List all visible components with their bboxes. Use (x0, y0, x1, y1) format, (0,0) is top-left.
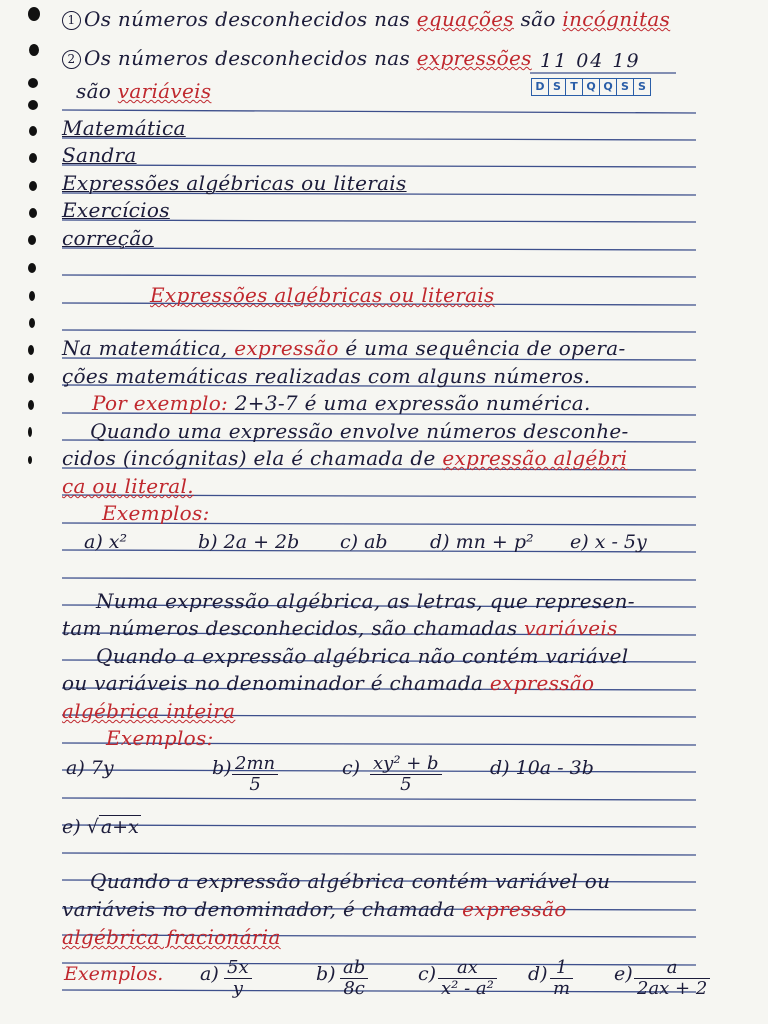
fraction-denominator: 5 (249, 774, 261, 795)
item-1-text: Os números desconhecidos nas (84, 7, 417, 31)
para2-line-2 (62, 615, 712, 641)
example-3c-fraction (438, 958, 497, 999)
para2-line-1: Numa expressão algébrica, as letras, que represen- (96, 589, 635, 613)
example-3e-label: e) (614, 963, 633, 985)
weekday-s2: S (617, 79, 634, 95)
para2-line-4 (62, 670, 712, 696)
example-2b-label: b) (212, 757, 232, 779)
item-2-text: Os números desconhecidos nas (84, 46, 417, 70)
weekday-q2: Q (600, 79, 617, 95)
fraction-denominator: m (553, 978, 571, 999)
para2-line-5 (62, 698, 712, 724)
para1-text: cidos (incógnitas) ela é chamada de (62, 446, 443, 470)
summary-item: Exercícios (62, 198, 170, 222)
example-3a-fraction (224, 958, 252, 999)
para1-keyword: expressão (234, 336, 339, 360)
fraction-numerator: ab (340, 958, 368, 979)
para2-keyword: algébrica inteira (62, 699, 236, 723)
example-3a-label: a) (200, 963, 219, 985)
fraction-denominator: y (232, 978, 243, 999)
para3-line-2 (62, 896, 712, 922)
para3-text: variáveis no denominador, é chamada (62, 897, 463, 921)
example-label: Por exemplo: (92, 391, 229, 415)
para2-text: tam números desconhecidos, são chamadas (62, 616, 525, 640)
weekday-d: D (532, 79, 549, 95)
example-3b-label: b) (316, 963, 336, 985)
item-2-line-2-text: são (76, 79, 118, 103)
example-2e: e) √ a+x (62, 816, 139, 838)
example-3b-fraction (340, 958, 368, 999)
para1-line-3 (62, 390, 712, 416)
para2-keyword: expressão (489, 671, 595, 695)
item-number-2: 2 (62, 50, 81, 69)
header-item-1 (62, 6, 712, 32)
fraction-denominator: 5 (400, 774, 412, 795)
para3-line-3 (62, 924, 712, 950)
item-2-keyword: expressões (416, 46, 532, 70)
example-2b-fraction (232, 754, 278, 795)
example-3e-fraction (634, 958, 710, 999)
fraction-numerator: xy² + b (370, 754, 442, 775)
fraction-denominator: x² - a² (441, 978, 494, 999)
summary-item: Sandra (62, 143, 137, 167)
para3-keyword: algébrica fracionária (62, 925, 281, 949)
item-1-keyword: equações (416, 7, 514, 31)
para3-line-1: Quando a expressão algébrica contém variável ou (90, 869, 611, 893)
para2-line-3: Quando a expressão algébrica não contém variável (96, 644, 629, 668)
weekday-t: T (566, 79, 583, 95)
page-title: Expressões algébricas ou literais (150, 283, 495, 307)
para1-line-4: Quando uma expressão envolve números desconhe- (90, 419, 629, 443)
weekday-s3: S (638, 80, 646, 93)
example-1d: d) mn + p² (430, 531, 534, 553)
item-number-1: 1 (62, 11, 81, 30)
summary-item: correção (62, 226, 154, 250)
example-1b: b) 2a + 2b (198, 531, 300, 553)
para1-line-5 (62, 445, 712, 471)
item-1-keyword-2: incógnitas (562, 7, 671, 31)
example-3c-label: c) (418, 963, 437, 985)
weekday-badge (531, 78, 651, 96)
item-2-line-2-keyword: variáveis (117, 79, 212, 103)
fraction-numerator: ax (438, 958, 497, 979)
weekday-q1: Q (583, 79, 600, 95)
example-2a: a) 7y (66, 757, 114, 779)
para2-keyword: variáveis (524, 616, 618, 640)
para1-line-2: ções matemáticas realizadas com alguns números. (62, 364, 591, 388)
para1-text: 2+3-7 é uma expressão numérica. (228, 391, 591, 415)
item-1-mid: são (513, 7, 563, 31)
header-item-2 (62, 45, 532, 71)
summary-item: Expressões algébricas ou literais (62, 171, 407, 195)
fraction-numerator: 2mn (232, 754, 278, 775)
date: 11 04 19 (540, 50, 641, 72)
example-2c-label: c) (342, 757, 361, 779)
examples-label-3: Exemplos. (64, 963, 164, 985)
radicand: a+x (100, 816, 139, 838)
fraction-numerator: a (634, 958, 710, 979)
example-1c: c) ab (340, 531, 388, 553)
examples-label-1: Exemplos: (102, 501, 210, 525)
example-3d-fraction (550, 958, 573, 999)
para2-text: ou variáveis no denominador é chamada (62, 671, 490, 695)
para1-text: Na matemática, (62, 336, 235, 360)
examples-label-2: Exemplos: (106, 726, 214, 750)
para1-line-6 (62, 473, 712, 499)
para1-keyword: expressão algébri (442, 446, 628, 470)
fraction-numerator: 1 (550, 958, 573, 979)
fraction-denominator: 2ax + 2 (637, 978, 708, 999)
para1-line-1 (62, 335, 712, 361)
fraction-numerator: 5x (224, 958, 252, 979)
header-item-2-line-2 (76, 78, 476, 104)
example-1a: a) x² (84, 531, 128, 553)
weekday-s1: S (549, 79, 566, 95)
example-2e-label: e) (62, 816, 81, 838)
para3-keyword: expressão (462, 897, 567, 921)
para1-text: é uma sequência de opera- (338, 336, 626, 360)
summary-item: Matemática (62, 116, 186, 140)
example-3d-label: d) (528, 963, 548, 985)
example-1e: e) x - 5y (570, 531, 647, 553)
example-2d: d) 10a - 3b (490, 757, 594, 779)
para1-keyword: ca ou literal. (62, 474, 194, 498)
example-2c-fraction (370, 754, 442, 795)
fraction-denominator: 8c (343, 978, 365, 999)
binder-holes (0, 0, 40, 1024)
